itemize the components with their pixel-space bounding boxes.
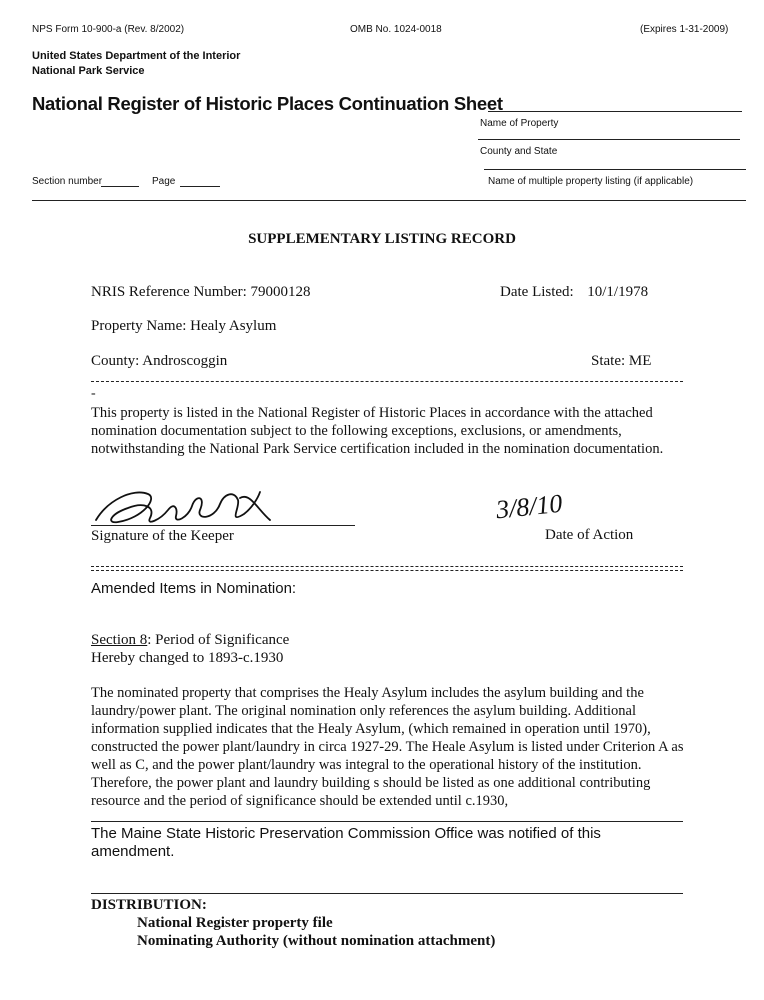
date-of-action-value: 3/8/10 — [494, 488, 564, 525]
expiration-date: (Expires 1-31-2009) — [640, 24, 729, 35]
signature-line — [91, 525, 355, 526]
double-divider-top — [91, 566, 683, 567]
page-title: National Register of Historic Places Continuation Sheet — [32, 93, 503, 114]
amended-heading: Amended Items in Nomination: — [91, 580, 297, 597]
multiple-listing-label: Name of multiple property listing (if applicable) — [488, 176, 694, 187]
record-heading: SUPPLEMENTARY LISTING RECORD — [248, 231, 516, 247]
date-listed-value: 10/1/1978 — [587, 284, 649, 300]
section-reference: Section 8 — [91, 632, 148, 648]
page-field — [180, 186, 220, 187]
header-divider — [32, 200, 746, 201]
distribution-item: Nominating Authority (without nomination attachment) — [137, 933, 496, 949]
county-state-label: County and State — [480, 146, 558, 157]
nris-label: NRIS Reference Number: — [91, 284, 247, 300]
section-change: Hereby changed to 1893-c.1930 — [91, 650, 284, 666]
distribution-item: National Register property file — [137, 915, 333, 931]
dashed-divider — [91, 381, 683, 382]
date-of-action-label: Date of Action — [545, 527, 634, 543]
section-8-title — [91, 632, 289, 649]
name-of-property-line — [488, 111, 742, 112]
county-label: County: — [91, 353, 140, 369]
double-divider-bottom — [91, 570, 683, 571]
county — [91, 353, 227, 370]
county-value: Androscoggin — [142, 353, 228, 369]
form-number: NPS Form 10-900-a (Rev. 8/2002) — [32, 24, 185, 35]
state-label: State: — [591, 353, 626, 369]
keeper-signature — [88, 480, 288, 530]
nris-reference — [91, 284, 311, 301]
amendment-paragraph: The nominated property that comprises the Healy Asylum includes the asylum building and the laundry/power plant. The original nomination only references the asylum building. Additional information supplied indicates that the Healy Asylum, (which remained in operation until 1970), constructed the power plant/laundry in circa 1927-29. The Heale Asylum is listed under Criterion A as well as C, and the power plant/laundry was integral to the operational history of the institution. Therefore, the power plant and laundry building s should be listed as one additional contributing resource and the period of significance should be extended until c.1930, — [91, 685, 684, 809]
signature-label: Signature of the Keeper — [91, 528, 234, 544]
property-name — [91, 318, 276, 335]
stray-dash: - — [91, 386, 96, 401]
nris-value: 79000128 — [250, 284, 311, 300]
notification-top-rule — [91, 821, 683, 822]
page-label: Page — [152, 176, 176, 187]
distribution-heading: DISTRIBUTION: — [91, 897, 207, 913]
state — [591, 353, 651, 370]
name-of-property-label: Name of Property — [480, 118, 559, 129]
property-name-value: Healy Asylum — [190, 318, 277, 334]
shpo-notification: The Maine State Historic Preservation Commission Office was notified of this amendment. — [91, 825, 601, 860]
state-value: ME — [628, 353, 652, 369]
date-listed-label: Date Listed: — [500, 284, 574, 300]
property-name-label: Property Name: — [91, 318, 187, 334]
section-number-label: Section number — [32, 176, 103, 187]
county-state-line — [478, 139, 740, 140]
distribution-top-rule — [91, 893, 683, 894]
section-title: : Period of Significance — [147, 632, 290, 648]
multiple-listing-line — [484, 169, 746, 170]
omb-number: OMB No. 1024-0018 — [350, 24, 442, 35]
listing-statement: This property is listed in the National Register of Historic Places in accordance with the attached nomination documentation subject to the following exceptions, exclusions, or amendments, notwithstanding the National Park Service certification included in the nomination documentation. — [91, 405, 664, 457]
department-name: United States Department of the Interior — [32, 50, 241, 62]
date-listed — [500, 284, 648, 301]
service-name: National Park Service — [32, 65, 145, 77]
section-number-field — [101, 186, 139, 187]
